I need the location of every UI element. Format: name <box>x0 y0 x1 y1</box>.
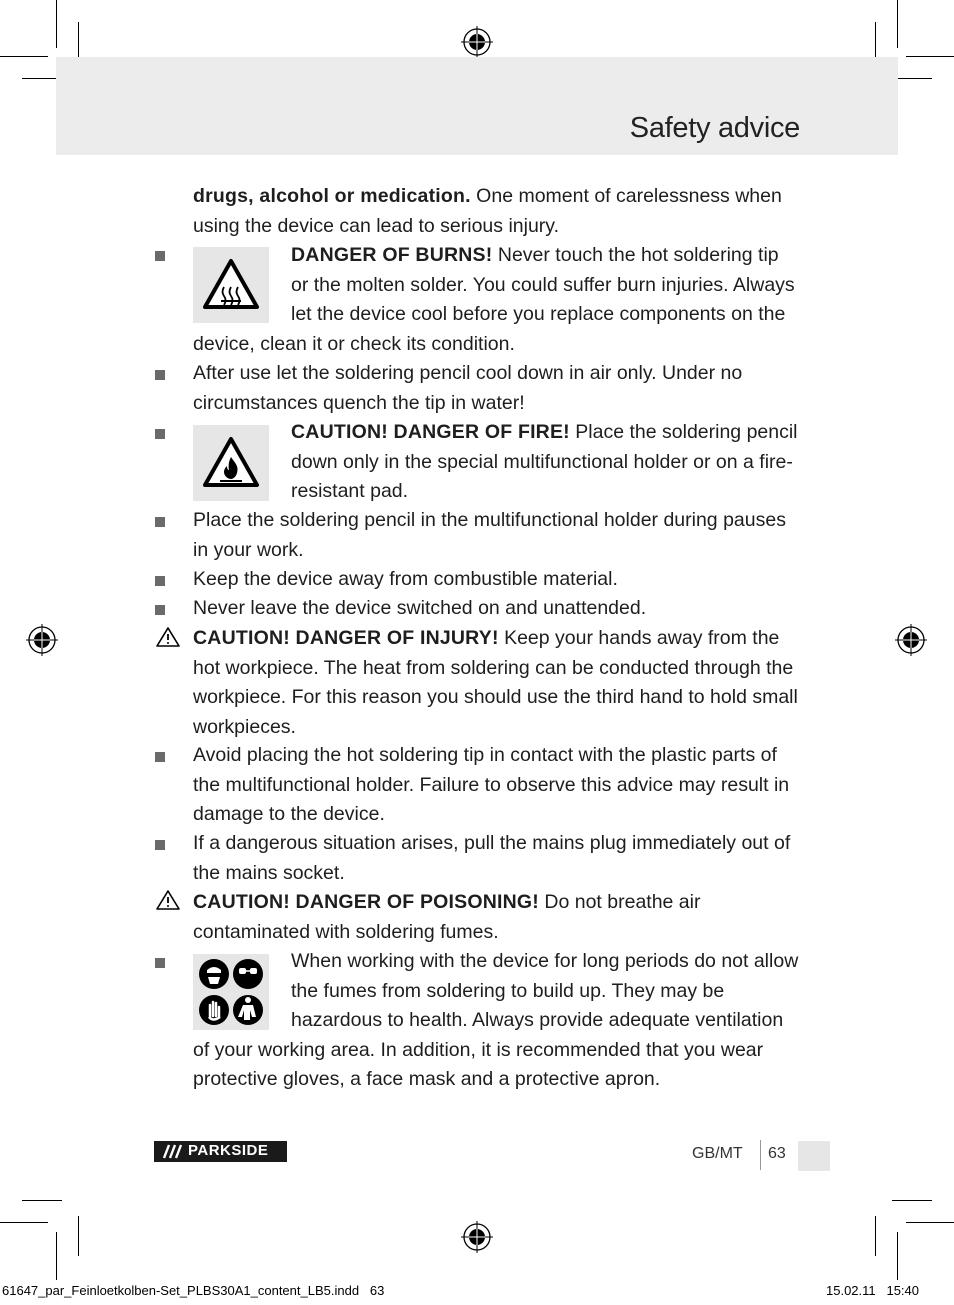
crop-mark <box>906 1222 954 1223</box>
registration-mark-icon <box>461 26 493 58</box>
poisoning-paragraph <box>193 888 801 947</box>
crop-mark <box>906 56 954 57</box>
crop-mark <box>892 78 932 79</box>
unattended-paragraph: Never leave the device switched on and unattended. <box>193 597 647 619</box>
crop-mark <box>892 1200 932 1201</box>
crop-mark <box>0 1222 48 1223</box>
bullet-marker <box>155 752 165 762</box>
slug-filename: 61647_par_Feinloetkolben-Set_PLBS30A1_content_LB5.indd 63 <box>2 1283 385 1298</box>
footer-tab <box>798 1141 830 1171</box>
fire-text: Place the soldering pencil down only in the special multifunctional holder or on a fire-resistant pad. <box>291 421 798 502</box>
crop-mark <box>0 56 48 57</box>
warning-triangle-icon <box>155 626 181 648</box>
fumes-text: When working with the device for long periods do not allow the fumes from soldering to build up. They may be hazardous to health. Always provide adequate ventilation of your working area. In addition, it is recommended that you wear protective gloves, a face mask and a protective apron. <box>193 950 799 1090</box>
injury-paragraph <box>193 624 801 742</box>
poisoning-bold: CAUTION! DANGER OF POISONING! <box>193 891 539 913</box>
bullet-marker <box>155 517 165 527</box>
footer-divider <box>760 1140 761 1170</box>
plastic-paragraph: Avoid placing the hot soldering tip in contact with the plastic parts of the multifunctional holder. Failure to observe this advice may result in damage to the device. <box>193 744 790 825</box>
injury-text: Keep your hands away from the hot workpiece. The heat from soldering can be conducted through the workpiece. For this reason you should use the third hand to hold small workpieces. <box>193 627 798 738</box>
slug-date: 15.02.11 15:40 <box>826 1283 920 1298</box>
registration-mark-icon <box>461 1221 493 1253</box>
bullet-marker <box>155 251 165 261</box>
intro-bold: drugs, alcohol or medication. <box>193 185 471 207</box>
intro-text: One moment of carelessness when using the device can lead to serious injury. <box>193 185 782 237</box>
crop-mark <box>897 1232 898 1280</box>
brand-name: PARKSIDE <box>188 1142 269 1159</box>
injury-bold: CAUTION! DANGER OF INJURY! <box>193 627 499 649</box>
fire-bold: CAUTION! DANGER OF FIRE! <box>291 421 570 443</box>
crop-mark <box>875 22 876 62</box>
bullet-marker <box>155 958 165 968</box>
brand-slashes-icon <box>158 1141 188 1162</box>
burns-text: Never touch the hot soldering tip or the molten solder. You could suffer burn injuries. Always let the device cool before you replace components on the device, clean it or check its condition. <box>193 244 795 355</box>
dangerous-paragraph: If a dangerous situation arises, pull the mains plug immediately out of the mains socket. <box>193 832 791 884</box>
burns-paragraph <box>193 241 801 359</box>
fire-paragraph <box>193 418 801 507</box>
crop-mark <box>56 0 57 48</box>
warning-triangle-icon <box>155 889 181 911</box>
bullet-marker <box>155 429 165 439</box>
page-number: 63 <box>768 1145 786 1162</box>
crop-mark <box>78 22 79 62</box>
brand-logo <box>154 1141 287 1162</box>
registration-mark-icon <box>895 624 927 656</box>
footer-language: GB/MT <box>692 1145 743 1162</box>
crop-mark <box>875 1216 876 1256</box>
crop-mark <box>78 1216 79 1256</box>
crop-mark <box>897 0 898 48</box>
fumes-paragraph <box>193 947 801 1095</box>
poisoning-text: Do not breathe air contaminated with soldering fumes. <box>193 891 701 943</box>
bullet-marker <box>155 370 165 380</box>
page-title: Safety advice <box>629 112 800 144</box>
holder-pause-paragraph: Place the soldering pencil in the multifunctional holder during pauses in your work. <box>193 509 786 561</box>
crop-mark <box>22 1200 62 1201</box>
intro-paragraph <box>193 182 801 241</box>
registration-mark-icon <box>26 624 58 656</box>
cool-air-paragraph: After use let the soldering pencil cool down in air only. Under no circumstances quench the tip in water! <box>193 362 743 414</box>
burns-bold: DANGER OF BURNS! <box>291 244 493 266</box>
bullet-marker <box>155 840 165 850</box>
crop-mark <box>56 1232 57 1280</box>
bullet-marker <box>155 576 165 586</box>
bullet-marker <box>155 605 165 615</box>
combustible-paragraph: Keep the device away from combustible material. <box>193 568 618 590</box>
